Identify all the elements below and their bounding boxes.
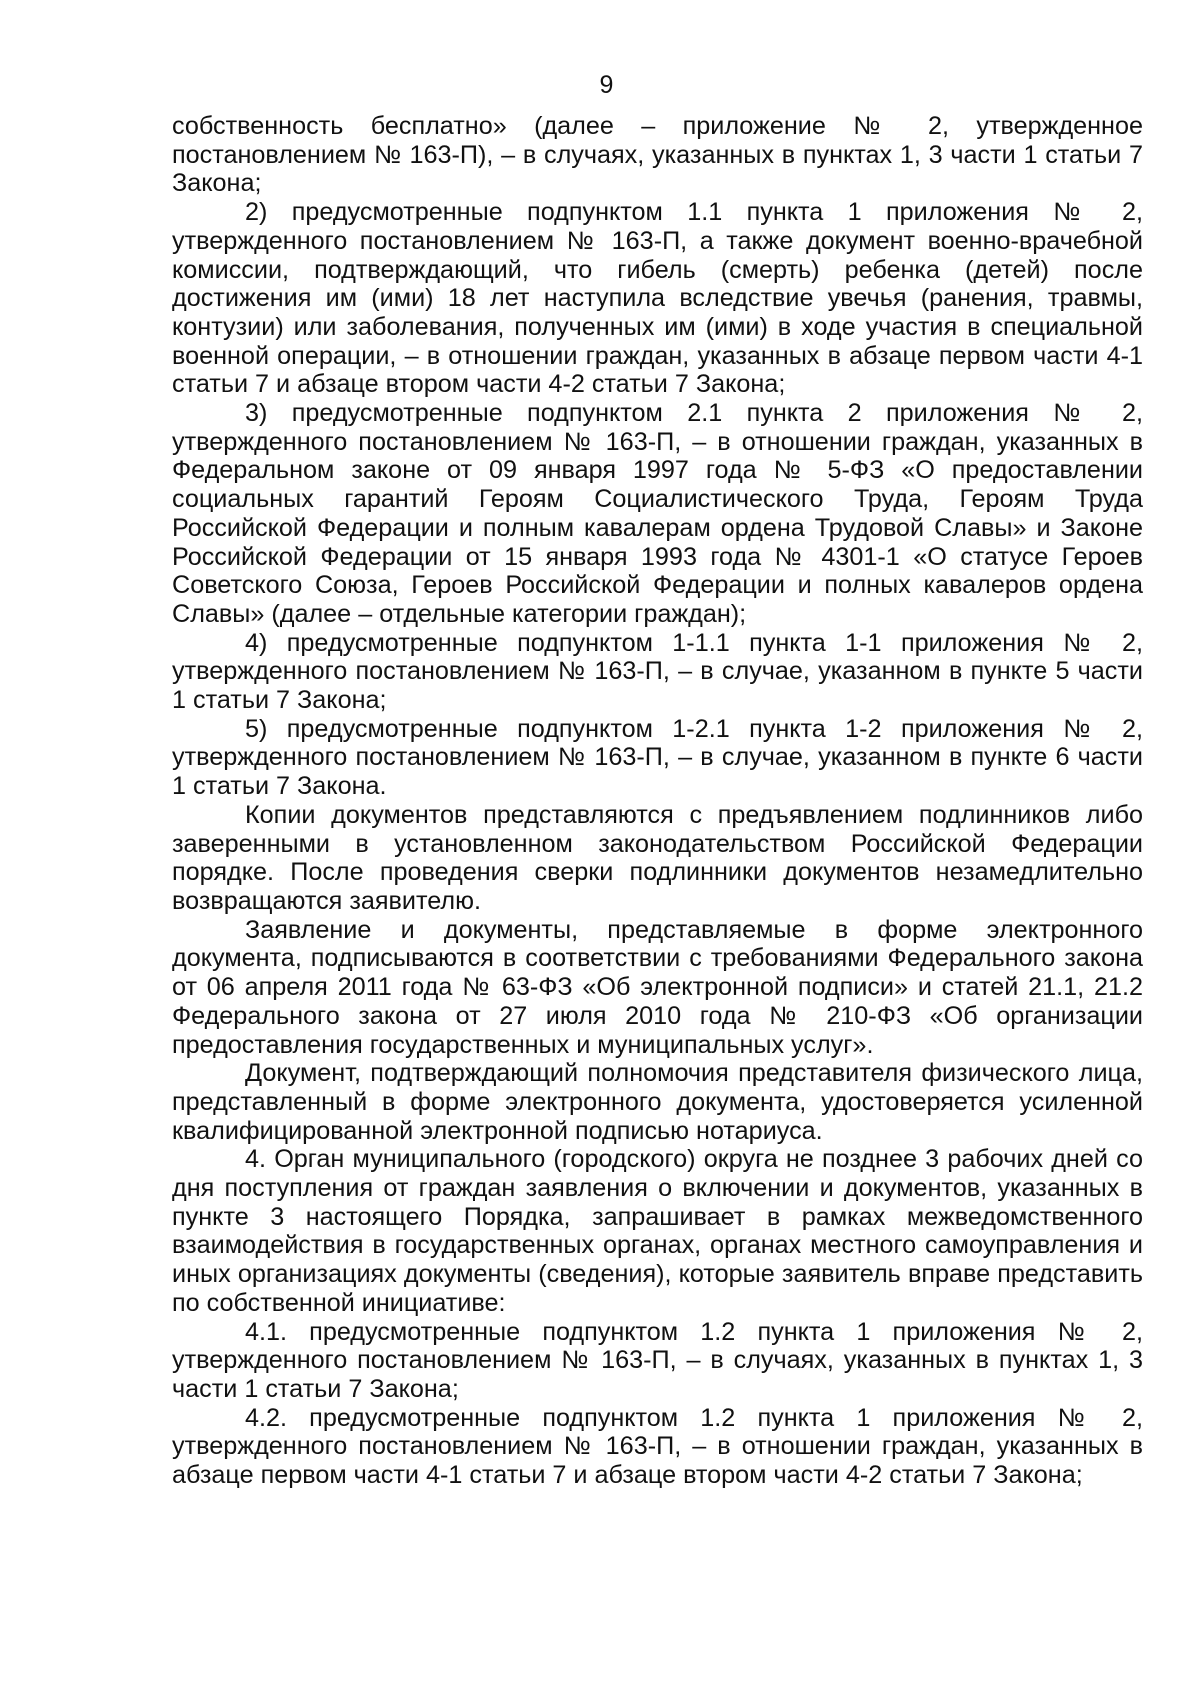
paragraph-3: 3) предусмотренные подпунктом 2.1 пункта 2 приложения № 2, утвержденного постановлением № 163-П, – в отношении граждан, указанных в Федеральном законе от 09 января 1997 года № 5-ФЗ «О предоставлении социальных гарантий Героям Социалистического Труда, Героям Труда Российской Федерации и полным кавалерам ордена Трудовой Славы» и Законе Российской Федерации от 15 января 1993 года № 4301-1 «О статусе Героев Советского Союза, Героев Российской Федерации и полных кавалеров ордена Славы» (далее – отдельные категории граждан); [172, 399, 1143, 628]
paragraph-10: 4.1. предусмотренные подпунктом 1.2 пункта 1 приложения № 2, утвержденного постановлением № 163-П, – в случаях, указанных в пунктах 1, 3 части 1 статьи 7 Закона; [172, 1317, 1143, 1403]
paragraph-9: 4. Орган муниципального (городского) округа не позднее 3 рабочих дней со дня поступления от граждан заявления о включении и документов, указанных в пункте 3 настоящего Порядка, запрашивает в рамках межведомственного взаимодействия в государственных органах, органах местного самоуправления и иных организациях документы (сведения), которые заявитель вправе представить по собственной инициативе: [172, 1145, 1143, 1317]
page-number: 9 [599, 71, 614, 99]
paragraph-4: 4) предусмотренные подпунктом 1-1.1 пункта 1-1 приложения № 2, утвержденного постановлением № 163-П, – в случае, указанном в пункте 5 части 1 статьи 7 Закона; [172, 628, 1143, 715]
paragraph-6: Копии документов представляются с предъявлением подлинников либо заверенными в установленном законодательством Российской Федерации порядке. После проведения сверки подлинники документов незамедлительно возвращаются заявителю. [172, 800, 1143, 915]
paragraph-7: Заявление и документы, представляемые в форме электронного документа, подписываются в соответствии с требованиями Федерального закона от 06 апреля 2011 года № 63-ФЗ «Об электронной подписи» и статей 21.1, 21.2 Федерального закона от 27 июля 2010 года № 210-ФЗ «Об организации предоставления государственных и муниципальных услуг». [172, 915, 1143, 1059]
document-body [172, 112, 1143, 1490]
paragraph-8: Документ, подтверждающий полномочия представителя физического лица, представленный в форме электронного документа, удостоверяется усиленной квалифицированной электронной подписью нотариуса. [172, 1059, 1143, 1145]
paragraph-1: собственность бесплатно» (далее – приложение № 2, утвержденное постановлением № 163-П), – в случаях, указанных в пунктах 1, 3 части 1 статьи 7 Закона; [172, 112, 1143, 198]
paragraph-11: 4.2. предусмотренные подпунктом 1.2 пункта 1 приложения № 2, утвержденного постановлением № 163-П, – в отношении граждан, указанных в абзаце первом части 4-1 статьи 7 и абзаце втором части 4-2 статьи 7 Закона; [172, 1403, 1143, 1490]
paragraph-5: 5) предусмотренные подпунктом 1-2.1 пункта 1-2 приложения № 2, утвержденного постановлением № 163-П, – в случае, указанном в пункте 6 части 1 статьи 7 Закона. [172, 714, 1143, 801]
paragraph-2: 2) предусмотренные подпунктом 1.1 пункта 1 приложения № 2, утвержденного постановлением № 163-П, а также документ военно-врачебной комиссии, подтверждающий, что гибель (смерть) ребенка (детей) после достижения им (ими) 18 лет наступила вследствие увечья (ранения, травмы, контузии) или заболевания, полученных им (ими) в ходе участия в специальной военной операции, – в отношении граждан, указанных в абзаце первом части 4-1 статьи 7 и абзаце втором части 4-2 статьи 7 Закона; [172, 198, 1143, 399]
